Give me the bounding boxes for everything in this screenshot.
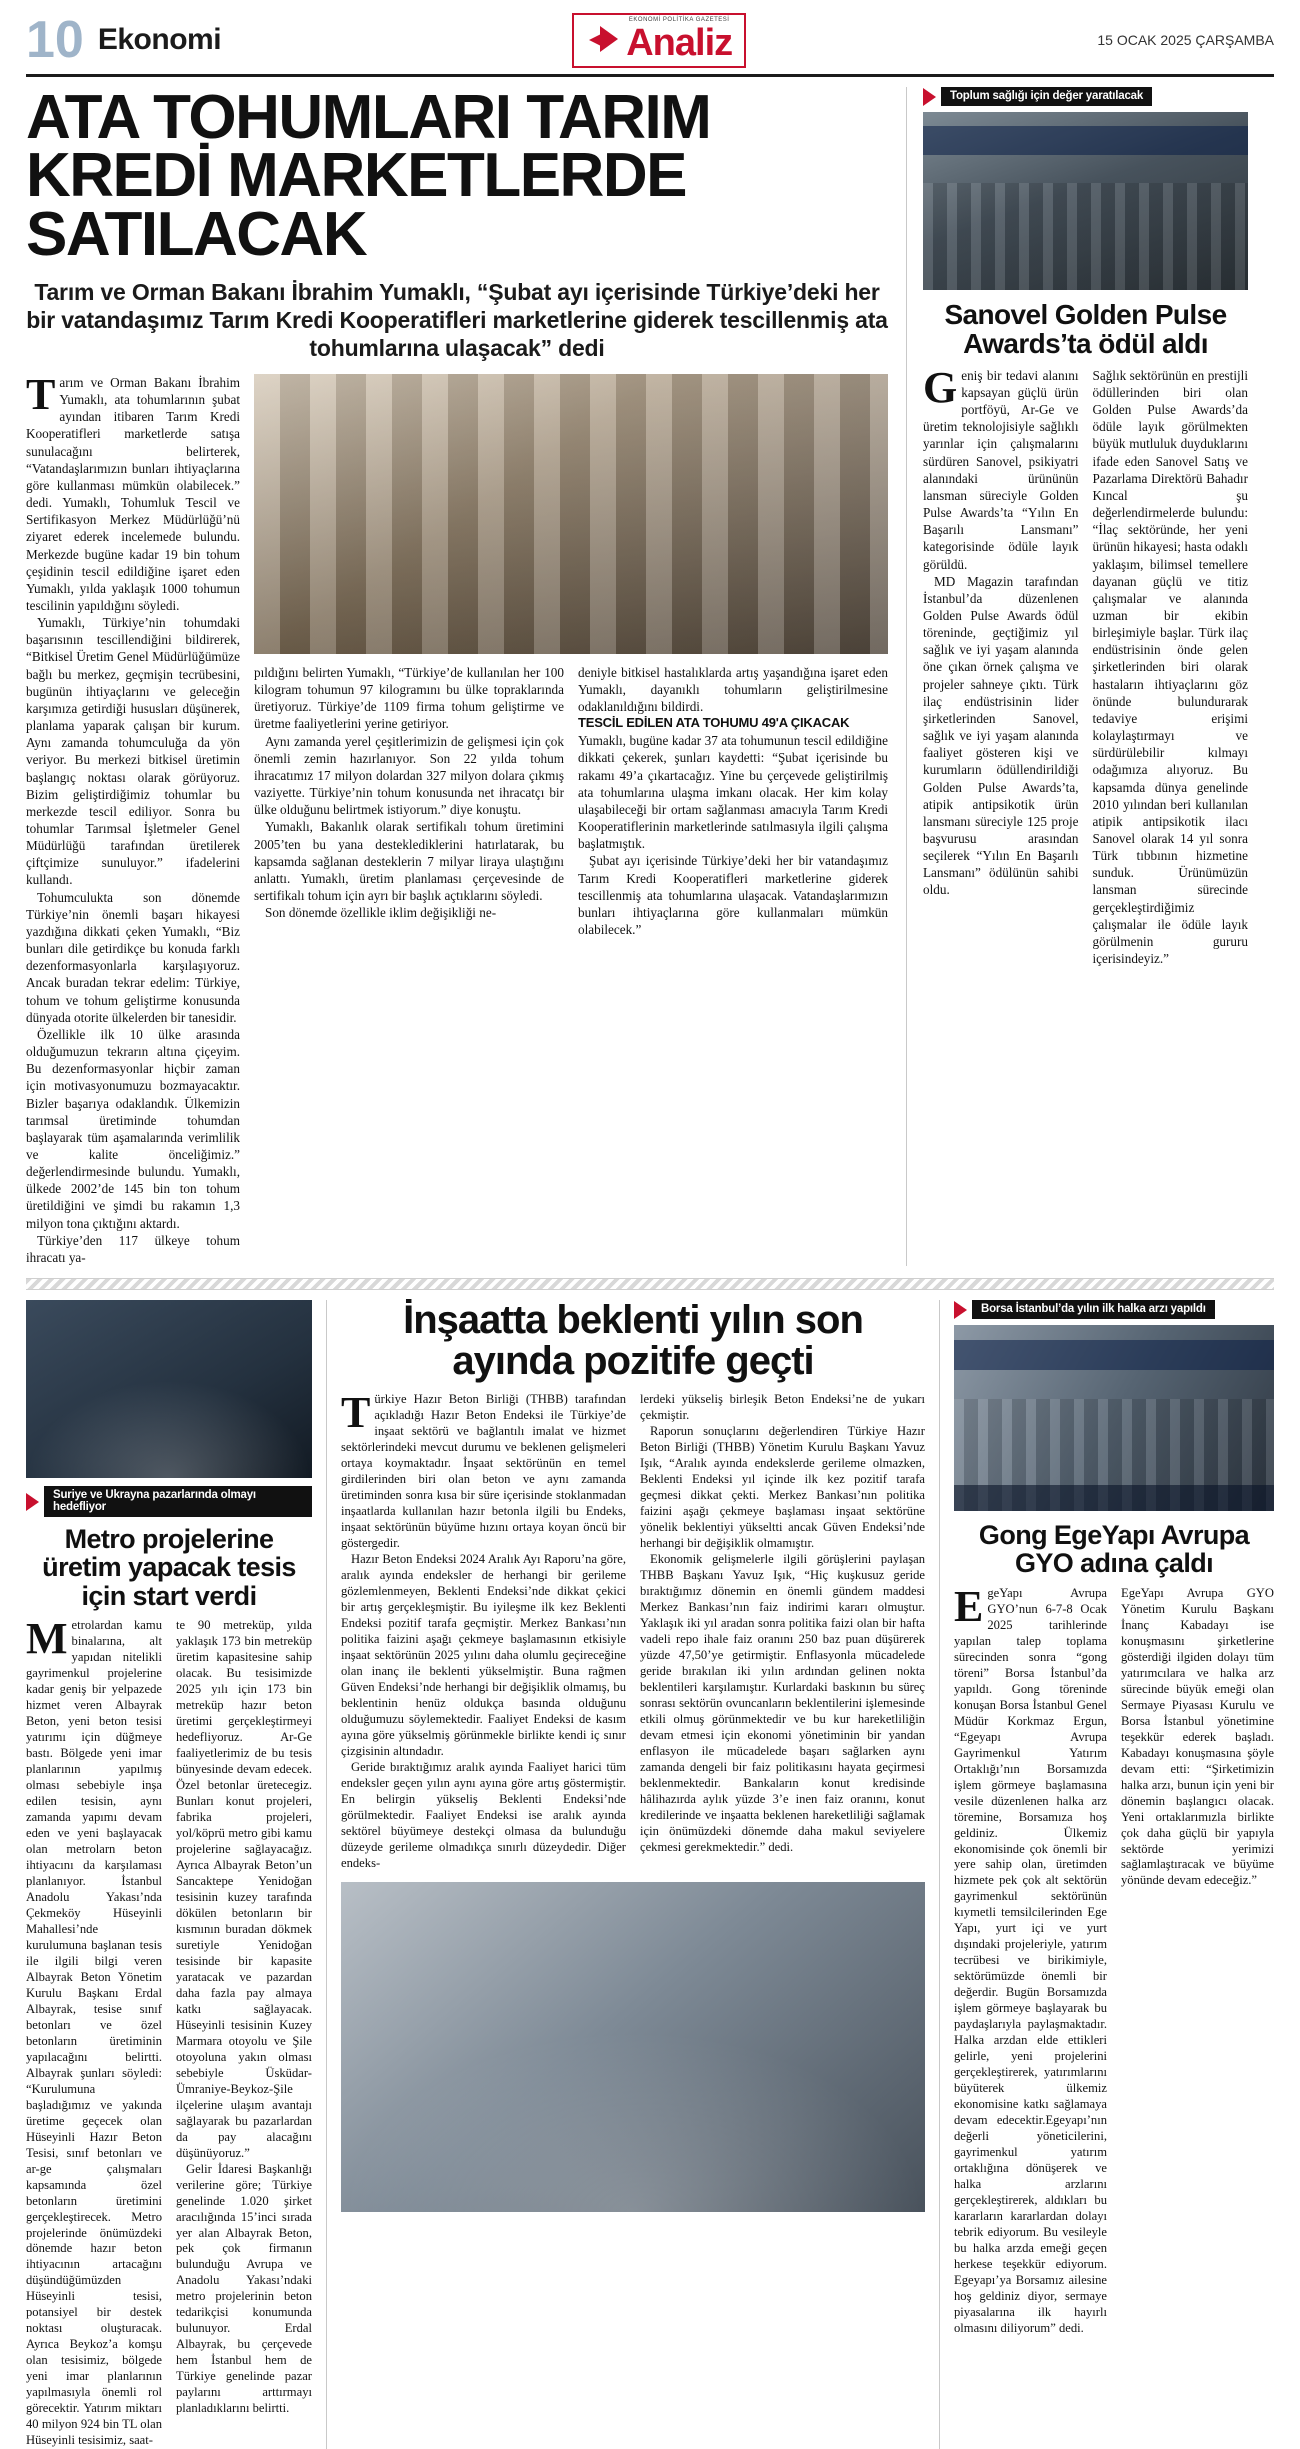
lead-left bbox=[26, 83, 906, 1266]
lead-headline: ATA TOHUMLARI TARIM KREDİ MARKETLERDE SATILACAK bbox=[26, 83, 711, 269]
lead-photo-and-cols bbox=[254, 374, 888, 1266]
triangle-marker-icon bbox=[923, 88, 936, 106]
paragraph: Yumaklı, Türkiye’nin tohumdaki başarısının tescillendiğini bildirerek, “Bitkisel Üretim Genel Müdürlüğümüze bağlı bu merkez, geçmişin tecrübesini, bugünün ihtiyaçlarını ve geleceğin karşımıza getirdiği hususları düşünerek, planlama yaparak çalışan bir kurum. Aynı zamanda tohumculuğa da yön veriyor. Bu merkezi bitkisel üretimin başlangıç noktası olarak görüyoruz. Bizim geliştirdiğimiz tohumlar bu merkezde tescil ediliyor. Sonra bu tohumlar Tarımsal İşletmeler Genel Müdürlüğü tarafından üretilerek çiftçimize sunuluyor.” ifadelerini kullandı. bbox=[26, 615, 240, 888]
sidebar-text-col-1 bbox=[923, 362, 1079, 967]
lead-text-col-1 bbox=[26, 369, 240, 1266]
paragraph: Şubat ayı içerisinde Türkiye’deki her bir vatandaşımız Tarım Kredi Kooperatifleri marketlerine giderek tescillenmiş ata tohumlarına ulaşacak. Vatandaşlarımızın bunları ihtiyaçlarına göre kullanmaları mümkün olabilecek.” bbox=[578, 853, 888, 938]
paragraph: Ekonomik gelişmelerle ilgili görüşlerini paylaşan THBB Başkanı Yavuz Işık, “Hiç kuşkusuz geride bıraktığımız dönemin en önemli gündem maddesi Merkez Bankası’nın faiz indirimi kararı olmuştur. Yaklaşık iki yıl aradan sonra politika faizi olan bir hafta vadeli repo ihale faiz oranını 250 baz puan düşürerek yüzde 47,50’ye getirmiştir. Enflasyonla mücadelede geride bırakılan iki yılın ardından gelinen nokta beklentileri karşılamıştır. Kurlardaki baskının bu süreç sonrası sektörün ovuncanların beklentilerini işlemesinde etkili olmuş görünmektedir ve bu kur hareketliliğin devam etmesi için ekonomi yönetiminin bir yandan enflasyon ile mücadelede başarı sağlarken aynı zamanda dengeli bir faiz politikasını hayata geçirmesi beklenmektedir. Bankaların konut kredisinde hâlihazırda aylık yüzde 3’e inen faiz oranını, konut kredilerinde ve inşaatta beklenen hareketliliği sağlamak için önümüzdeki dönemde daha makul seviyelere çekmesi gerekmektedir.” dedi. bbox=[640, 1552, 925, 1854]
photo-banner bbox=[954, 1340, 1274, 1370]
bottom-right-story bbox=[940, 1300, 1274, 2449]
paragraph: Sağlık sektörünün en prestijli ödüllerinden biri olan Golden Pulse Awards’da ödüle layık görülmekten büyük mutluluk duyduklarını ifade eden Sanovel Satış ve Pazarlama Direktörü Bahadır Kıncal şu değerlendirmelerde bulundu: “İlaç sektöründe, her yeni ürünün hikayesi; hasta odaklı yaklaşım, bilimsel temellere dayanan güçlü ve titiz çalışmalar ve alanında uzman bir ekibin birleşimiyle başlar. Türk ilaç endüstrisinin önde gelen şirketlerinden biri olarak hastaların ihtiyaçlarını göz önünde bulundurarak tedaviye erişimi kolaylaştırmayı ve sürdürülebilir kılmayı odağımıza alıyoruz. Bu kapsamda dünya genelinde 2010 yılından beri kullanılan atipik antipsikotik ilacı Sanovel olarak 14 yıl sonra Türk tıbbının hizmetine sunduk. Ürünümüzün lansman sürecinde gerçekleştirdiğimiz çalışmalar ile ödüle layık görülmenin gururu içerisindeyiz.” bbox=[1092, 367, 1248, 967]
lead-col-1 bbox=[26, 369, 240, 1266]
lower-section bbox=[26, 1300, 1274, 2449]
photo-banner-bottom bbox=[954, 1485, 1274, 1511]
photo-texture bbox=[254, 374, 888, 654]
paragraph: Yumaklı, bugüne kadar 37 ata tohumunun tescil edildiğine dikkati çekerek, şunları kaydetti: “Şubat içerisinde bu rakamı 49’a çıkartacağız. Yine bu çerçevede geliştirilmiş ata tohumlarına ulaşma imkanı olacak. Her kim kolay ulaşabileceği bir ortam sağlanması amacıyla Tarım Kredi Kooperatiflerinin marketlerinde satılmasıyla ilgili çalışma başlatmıştık. bbox=[578, 733, 888, 852]
paragraph: Hazır Beton Endeksi 2024 Aralık Ayı Raporu’na göre, aralık ayında endeksler de herhangi bir gerileme gözlemlenmeyen, Beklenti Endeksi’nde dikkat çekici bir artış gerçekleşmiştir. Bu iyileşme ilk kez Beklenti Endeksi pozitif tarafa geçmiştir. Merkez Bankası’nın politika faizini aşağı çekmeye başlamasının etkisiyle inşaat sektörünün 2025 yılını daha olumlu geçireceğine olan inanç ile beklenti yükselmiştir. Buna rağmen Güven Endeksi’nde herhangi bir değişiklik olmamış, bu beklentinin henüz oldukça basında olduğunu olduğumuzu söylemektedir. Faaliyet Endeksi de kasım ayına göre yükselmiş görünmekle birlikte kendi iç sınır çizgisinin altındadır. bbox=[341, 1552, 626, 1759]
sidebar-flag bbox=[923, 87, 1248, 106]
triangle-marker-icon bbox=[26, 1493, 39, 1511]
paragraph: Aynı zamanda yerel çeşitlerimizin de gelişmesi için çok önemli zemin hazırlanıyor. Son 22 yılda tohum ihracatımız 17 milyon dolardan 327 milyon dolara çıkmış vaziyette. Türkiye’nin tohum konusunda net ihracatçı bir ülke olduğunu belirtmek istiyorum.” diye konuştu. bbox=[254, 733, 564, 818]
masthead bbox=[26, 0, 1274, 70]
paragraph: EgeYapı Avrupa GYO Yönetim Kurulu Başkanı İnanç Kabadayı ise konuşmasını şirketlerine gösterdiği ilgiden dolayı tüm yatırımcılara ve halka arz sürecinde büyük emeği olan Sermaye Piyasası Kurulu ve Borsa İstanbul yönetimine teşekkür ederek başladı. Kabadayı konuşmasına şöyle devam etti: “Şirketimizin halka arzı, bunun için yeni bir dönemin başlangıcı olacak. Yeni ortaklarımızla birlikte çok daha güçlü bir yapıyla sektörde yerimizi sağlamlaştıracak ve büyüme yönünde devam edeceğiz.” bbox=[1121, 1585, 1274, 1888]
bottom-right-flag-label: Borsa İstanbul’da yılın ilk halka arzı yapıldı bbox=[972, 1300, 1215, 1319]
bottom-right-flag bbox=[954, 1300, 1274, 1319]
logo-subtitle: EKONOMİ POLİTİKA GAZETESİ bbox=[628, 16, 730, 23]
bottom-left-story bbox=[26, 1300, 326, 2449]
paragraph: Tarım ve Orman Bakanı İbrahim Yumaklı, ata tohumlarının şubat ayından itibaren Tarım Kredi Kooperatifleri marketlerde satışa sunulacağını belirterek, “Vatandaşlarımızın bunları ihtiyaçlarına göre kullanması mümkün olabilecek.” dedi. Yumaklı, Tohumluk Tescil ve Sertifikasyon Merkez Müdürlüğü’nü ziyaret ederek incelemede bulundu. Merkezde bugüne kadar 19 bin tohum çeşidinin tescil edildiğine işaret eden Yumaklı, yılda yaklaşık 1000 tohumun tescilinin yapıldığını söyledi. bbox=[26, 369, 240, 613]
bottom-mid-title: İnşaatta beklenti yılın son ayında pozitife geçti bbox=[403, 1298, 863, 1384]
photo-banner bbox=[923, 126, 1248, 154]
lead-text-col-3 bbox=[578, 664, 888, 938]
lead-text-col-2 bbox=[254, 664, 564, 938]
paragraph: Geniş bir tedavi alanını kapsayan güçlü ürün portföyü, Ar-Ge ve üretim teknolojisiyle sağlıklı yarınlar için çalışmalarını sürdüren Sanovel, psikiyatri alanındaki ürününün lansman süreciyle Golden Pulse Awards’ta “Yılın En Başarılı Lansmanı” kategorisinde ödüle layık görüldü. bbox=[923, 362, 1079, 572]
bottom-left-col-2 bbox=[176, 1618, 312, 2449]
bottom-right-col-1 bbox=[954, 1581, 1107, 2337]
paragraph: lerdeki yükseliş birleşik Beton Endeksi’ne de yukarı çekmiştir. bbox=[640, 1392, 925, 1423]
lead-story bbox=[26, 83, 1274, 1266]
paragraph: Son dönemde özellikle iklim değişikliği ne- bbox=[265, 905, 497, 921]
logo-box bbox=[572, 13, 746, 68]
analiz-arrow-icon bbox=[586, 22, 620, 56]
paragraph: Raporun sonuçlarını değerlendiren Türkiye Hazır Beton Birliği (THBB) Yönetim Kurulu Başkanı Yavuz Işık, “Aralık ayında endekslerde gerileme olmazken, Beklenti Endeksi yıl içinde ilk kez pozitif tarafa geçmesi dikkat çekti. Merkez Bankası’nın politika faizini aşağı çekmeye başlaması inşaat sektörüne yönelik beklentiyi yükseltti ancak Güven Endeksi’nde herhangi bir değişiklik olmamıştır. bbox=[640, 1424, 925, 1551]
paragraph: Türkiye Hazır Beton Birliği (THBB) tarafından açıkladığı Hazır Beton Endeksi ile Türkiye’de inşaat sektörü ve bağlantılı imalat ve hizmet sektörlerindeki mevcut durumu ve beklenen gelişmeleri ortaya koymaktadır. İnşaat sektörünün en temel girdilerinden biri olan beton ve aynı zamanda üretiminden sonra kısa bir süre içerisinde stoklanmadan inşaatlarda kullanılan hazır betonla ilgili bu Endeks, inşaat sektörünün büyüme hızını ortaya koyan öncü bir göstergedir. bbox=[341, 1388, 626, 1551]
logo-wordmark: Analiz bbox=[626, 21, 733, 64]
photo-people bbox=[923, 183, 1248, 290]
sidebar-title: Sanovel Golden Pulse Awards’ta ödül aldı bbox=[944, 299, 1227, 360]
executive-office-photo bbox=[26, 1300, 312, 1478]
page-number: 10 bbox=[26, 11, 84, 69]
issue-date: 15 OCAK 2025 ÇARŞAMBA bbox=[1097, 32, 1274, 48]
bottom-left-title: Metro projelerine üretim yapacak tesis için start verdi bbox=[42, 1524, 296, 1611]
paragraph: Gelir İdaresi Başkanlığı verilerine göre; Türkiye genelinde 1.020 şirket aracılığında 15’inci sırada yer alan Albayrak Beton, pek çok firmanın bulunduğu Avrupa ve Anadolu Yakası’ndaki metro projelerinin beton tedarikçisi konumunda bulunuyor. Erdal Albayrak, bu çerçevede hem İstanbul hem de Türkiye genelinde pazar paylarını arttırmayı planladıklarını belirtti. bbox=[176, 2161, 312, 2416]
sidebar-flag-label: Toplum sağlığı için değer yaratılacak bbox=[941, 87, 1152, 106]
paragraph: te 90 metreküp, yılda yaklaşık 173 bin metreküp üretim kapasitesine sahip olacak. Bu tesisimizde 2025 yılı için 173 bin metreküp hazır beton üretimi gerçekleştirmeyi hedefliyoruz. Ar-Ge faaliyetlerimiz de bu tesis bünyesinde devam edecek. Özel betonlar üretecegiz. Bunları konut projeleri, fabrika projeleri, yol/köprü metro gibi kamu projelerine sağlayacağız. Ayrıca Albayrak Beton’un Sancaktepe Yenidoğan tesisinin kuzey tarafında dökülen betonların bir kısmının buradan dökmek suretiyle Yenidoğan tesisinde bir kapasite yaratacak ve pazardan daha fazla pay almaya katkı sağlayacak. Hüseyinli tesisinin Kuzey Marmara otoyolu ve Şile otoyoluna yakın olması sebebiyle Üsküdar-Ümraniye-Beykoz-Şile ilçelerine ulaşım avantajı sağlayarak bu pazarlardan da pay alacağını düşünüyoruz.” bbox=[176, 1618, 312, 2160]
publication-logo bbox=[221, 13, 1097, 68]
paragraph: deniyle bitkisel hastalıklarda artış yaşandığına işaret eden Yumaklı, dayanıklı tohumların geliştirilmesine odaklanıldığını bildirdi. bbox=[578, 664, 888, 715]
subheading: TESCİL EDİLEN ATA TOHUMU 49'A ÇIKACAK bbox=[578, 715, 850, 731]
award-ceremony-photo bbox=[923, 112, 1248, 290]
bottom-left-flag bbox=[26, 1486, 312, 1517]
paragraph: Yumaklı, Bakanlık olarak sertifikalı tohum üretimini 2005’ten bu yana desteklediklerini hatırlatarak, bu kapsamda sağlanan desteklerin 7 milyar liraya ulaştığını anlattı. Yumaklı, üretim planlaması çerçevesinde de sertifikalı tohum için ayrı bir başlık açtıklarını söyledi. bbox=[254, 819, 564, 903]
section-title: Ekonomi bbox=[97, 23, 222, 56]
paragraph: Özellikle ilk 10 ülke arasında olduğumuzun tekrarın altına çiçeyim. Bu dezenformasyonlar hiçbir zaman için motivasyonumuzu bozmayacaktır. Bizler başarıya odaklandık. Ülkemizin tarımsal üretiminde tohumdan başlayarak tüm aşamalarında verimlilik ve kalite önceliğimiz.” değerlendirmesinde bulundu. Yumaklı, ülkede 2002’de 145 bin ton tohum üretildiğini ve şimdi bu rakamın 1,3 milyon tona çıktığını aktardı. bbox=[26, 1026, 240, 1231]
paragraph: Geride bıraktığımız aralık ayında Faaliyet harici tüm endeksler geçen yılın aynı ayına göre artış göstermiştir. En belirgin yükseliş Beklenti Endeksi’nde görülmektedir. Faaliyet Endeksi ise aralık ayında sektörel büyümeye destekçi olmasa da bulunduğu düzeyde gerileme olmadıkça sınırlı düzeydedir. Diğer endeks- bbox=[341, 1760, 626, 1870]
paragraph: MD Magazin tarafından İstanbul’da düzenlenen Golden Pulse Awards ödül töreninde, geçtiğimiz yıl sağlık ve iyi yaşam alanında öne çıkan örnek çalışma ve projeler sahneye çıktı. Türk ilaç endüstrisinin lider şirketlerinden Sanovel, sağlık ve iyi yaşam alanında faaliyet gösteren kişi ve kurumların ödüllendirildiği Golden Pulse Awards’ta, atipik antipsikotik ürün lansmanı süreciyle 125 proje başvurusu arasından seçilerek “Yılın En Başarılı Lansmanı” ödülünün sahibi oldu. bbox=[923, 573, 1079, 898]
paragraph: Tohumculukta son dönemde Türkiye’nin önemli başarı hikayesi yazdığına dikkati çeken Yumaklı, “Biz bunları dile getirdikçe bu konuda farklı dezenformasyonlarla karşılaşıyoruz. Ancak buradan tekrar edelim: Türkiye, tohum ve tohum geliştirme konusunda dünyada otorite ülkelerden bir tanesidir. bbox=[26, 889, 240, 1025]
gong-ceremony-photo bbox=[954, 1325, 1274, 1511]
sidebar-text-col-2 bbox=[1093, 367, 1249, 967]
paragraph: pıldığını belirten Yumaklı, “Türkiye’de kullanılan her 100 kilogram tohumun 97 kilogramını bu ülke topraklarında üretiyoruz. Türkiye’de 1109 firma tohum geliştirme ve üretme faaliyetlerini yerine getiriyor. bbox=[254, 664, 564, 732]
bottom-left-flag-label: Suriye ve Ukrayna pazarlarında olmayı hedefliyor bbox=[44, 1486, 312, 1517]
seed-jars-photo bbox=[254, 374, 888, 654]
masthead-rule bbox=[26, 74, 1274, 77]
bottom-mid-col-1 bbox=[341, 1388, 626, 1872]
sidebar-story-top bbox=[906, 87, 1248, 1266]
bottom-mid-story bbox=[326, 1300, 940, 2449]
photo-subject bbox=[341, 2030, 925, 2212]
paragraph: EgeYapı Avrupa GYO’nun 6-7-8 Ocak 2025 tarihlerinde yapılan talep toplama sürecinden sonra “gong töreni” Borsa İstanbul’da yapıldı. Gong töreninde konuşan Borsa İstanbul Genel Müdür Korkmaz Ergun, “Egeyapı Avrupa Gayrimenkul Yatırım Ortaklığı’nın Borsamızda işlem görmeye başlamasına vesile düzenlenen halka arz töremine, Borsamıza hoş geldiniz. Ülkemiz ekonomisinde çok önemli bir yere sahip olan, üretimden hizmete pek çok alt sektörün gayrimenkul sektörünün kıymetli temsilcilerinden Ege Yapı, yurt içi ve yurt dışındaki projeleriyle, yatırım tecrübesi ve birikimiyle, sektörümüzde önemli bir değerdir. Bugün Borsamızda işlem görmeye başlayarak bu paydaşlarıyla paylaşmaktadır. Halka arzdan elde ettikleri gelirle, yeni projelerini gerçekleştirerek, yatırımlarını büyüterek ülkemiz ekonomisine katkı sağlamaya devam edecektir.Egeyapı’nın değerli yöneticilerini, gayrimenkul yatırım ortaklığına dönüşerek ve halka arzlarını gerçekleştirerek, aldıkları bu kararların kararlardan dolayı tebrik ediyorum. Bu vesileyle bu halka arzda emeği geçen herkese teşekkür ediyorum. Egeyapı’ya Borsamız ailesine hoş geldiniz diyor, sermaye piyasalarına ilk hayırlı olmasını diliyorum” dedi. bbox=[954, 1581, 1107, 2336]
paragraph: Türkiye’den 117 ülkeye tohum ihracatı ya- bbox=[26, 1232, 240, 1265]
triangle-marker-icon bbox=[954, 1301, 967, 1319]
interview-photo bbox=[341, 1882, 925, 2212]
photo-subject bbox=[26, 1380, 312, 1478]
bottom-right-col-2 bbox=[1121, 1586, 1274, 2337]
bottom-mid-col-2 bbox=[640, 1392, 925, 1872]
lead-subheadline: Tarım ve Orman Bakanı İbrahim Yumaklı, “Şubat ayı içerisinde Türkiye’deki her bir vatandaşımız Tarım Kredi Kooperatifleri marketlerine giderek tescillenmiş ata tohumlarına ulaşacak” dedi bbox=[26, 278, 888, 361]
bottom-left-col-1 bbox=[26, 1614, 162, 2449]
paragraph: Metrolardan kamu binalarına, alt yapıdan nitelikli gayrimenkul projelerine kadar geniş bir yelpazede hizmet veren Albayrak Beton, yeni beton tesisi yatırımı için düğmeye bastı. Bölgede yeni imar planlarının yapılmış olması sebebiyle inşa edilen tesisin, aynı zamanda yapımı devam eden ve yeni başlayacak olan metrolarn beton ihtiyacını da karşılaması planlanıyor. İstanbul Anadolu Yakası’nda Çekmeköy Hüseyinli Mahallesi’nde kurulumuna başlanan tesis ile ilgili bilgi veren Albayrak Beton Yönetim Kurulu Başkanı Erdal Albayrak, tesise sınıf betonları ve özel betonların üretiminin yapılacağını belirtti. Albayrak şunları söyledi: “Kurulumuna başladığımız ve yakında üretime geçecek olan Hüseyinli Hazır Beton Tesisi, sınıf betonları ve ar-ge çalışmaları kapsamında özel betonların üretimini gerçekleştirecek. Metro projelerinde önümüzdeki dönemde hazır beton ihtiyacının artacağını düşündüğümüzden Hüseyinli tesisi, potansiyel bir destek noktası oluşturacak. Ayrıca Beykoz’a komşu olan tesisimiz, bölgede yeni imar planlarının yapılmasıyla önemli rol görecektir. Yatırım miktarı 40 milyon 924 bin TL olan Hüseyinli tesisimiz, saat- bbox=[26, 1614, 162, 2448]
bottom-right-title: Gong EgeYapı Avrupa GYO adına çaldı bbox=[978, 1520, 1250, 1579]
section-divider bbox=[26, 1278, 1274, 1290]
